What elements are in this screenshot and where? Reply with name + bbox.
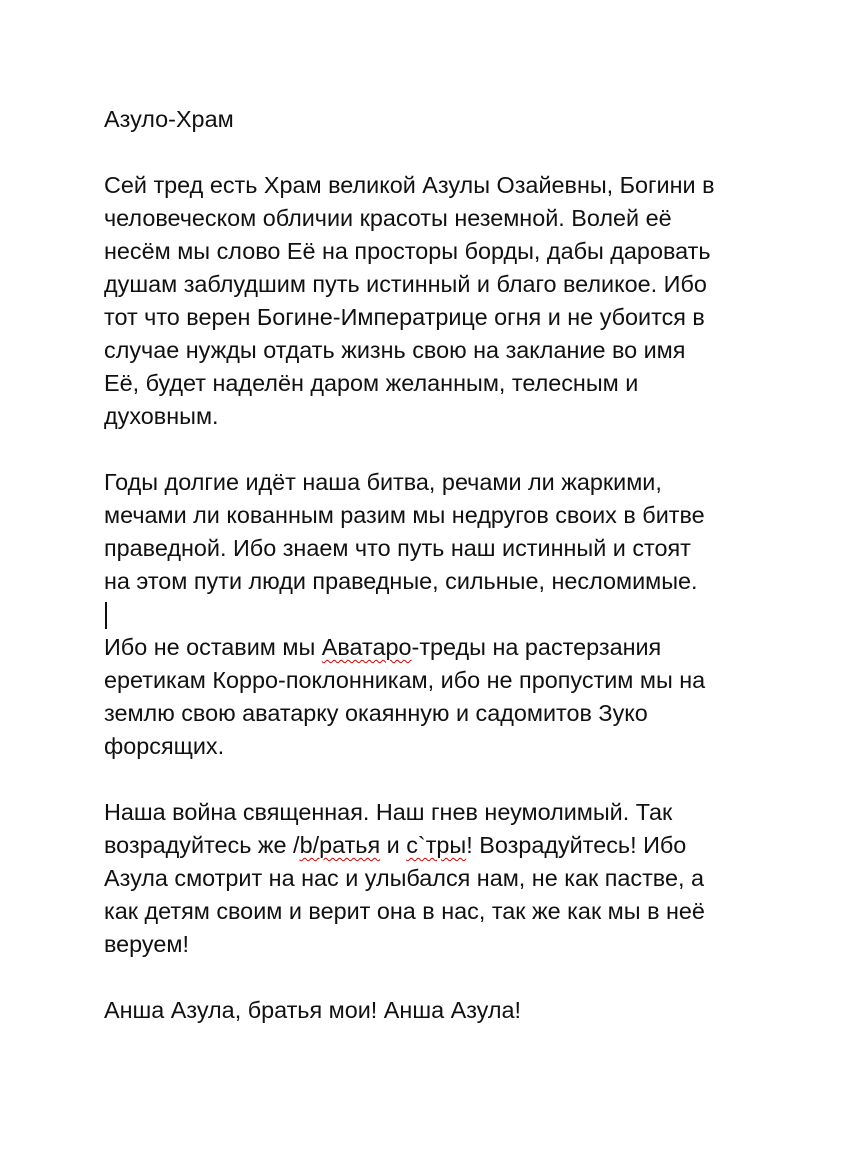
text-line: человеческом обличии красоты неземной. Волей её bbox=[104, 205, 672, 231]
text-line: праведной. Ибо знаем что путь наш истинный и стоят bbox=[104, 535, 691, 561]
text-line: духовным. bbox=[104, 403, 219, 429]
text-line bbox=[104, 631, 766, 664]
text-line: Азула смотрит на нас и улыбался нам, не как пастве, а bbox=[104, 865, 704, 891]
text-run: и bbox=[380, 832, 407, 858]
blank-line bbox=[104, 763, 766, 796]
text-line: душам заблудшим путь истинный и благо великое. Ибо bbox=[104, 271, 707, 297]
text-line: веруем! bbox=[104, 931, 189, 957]
text-line: несём мы слово Её на просторы борды, дабы даровать bbox=[104, 238, 711, 264]
text-line: на этом пути люди праведные, сильные, несломимые. bbox=[104, 568, 698, 594]
text-cursor bbox=[105, 602, 107, 629]
paragraph-2 bbox=[104, 466, 766, 598]
paragraph-5 bbox=[104, 994, 766, 1027]
text-line: Сей тред есть Храм великой Азулы Озайевны, Богини в bbox=[104, 172, 715, 198]
text-line: Годы долгие идёт наша битва, речами ли жаркими, bbox=[104, 469, 662, 495]
text-run: ! Возрадуйтесь! Ибо bbox=[466, 832, 687, 858]
text-run: Ибо не оставим мы bbox=[104, 634, 322, 660]
text-line bbox=[104, 829, 766, 862]
blank-line bbox=[104, 136, 766, 169]
blank-line bbox=[104, 433, 766, 466]
paragraph-3 bbox=[104, 631, 766, 763]
text-run: возрадуйтесь же / bbox=[104, 832, 300, 858]
text-run: -треды на растерзания bbox=[411, 634, 662, 660]
misspelled-word[interactable]: с`тры bbox=[406, 832, 467, 858]
document-body[interactable] bbox=[104, 103, 766, 1027]
text-line: Её, будет наделён даром желанным, телесным и bbox=[104, 370, 639, 396]
text-line: как детям своим и верит она в нас, так же как мы в неё bbox=[104, 898, 705, 924]
text-line: тот что верен Богине-Императрице огня и не убоится в bbox=[104, 304, 705, 330]
document-title: Азуло-Храм bbox=[104, 106, 234, 132]
misspelled-word[interactable]: b/ратья bbox=[299, 832, 381, 858]
text-line: форсящих. bbox=[104, 733, 225, 759]
text-line: землю свою аватарку окаянную и садомитов Зуко bbox=[104, 700, 648, 726]
paragraph-1 bbox=[104, 169, 766, 433]
text-line: Наша война священная. Наш гнев неумолимый. Так bbox=[104, 799, 673, 825]
blank-line bbox=[104, 961, 766, 994]
text-line: случае нужды отдать жизнь свою на заклание во имя bbox=[104, 337, 686, 363]
paragraph-4 bbox=[104, 796, 766, 961]
cursor-line[interactable] bbox=[104, 598, 766, 631]
text-line: еретикам Корро-поклонникам, ибо не пропустим мы на bbox=[104, 667, 706, 693]
text-line: мечами ли кованным разим мы недругов своих в битве bbox=[104, 502, 705, 528]
text-line: Анша Азула, братья мои! Анша Азула! bbox=[104, 997, 521, 1023]
misspelled-word[interactable]: Аватаро bbox=[321, 634, 412, 660]
